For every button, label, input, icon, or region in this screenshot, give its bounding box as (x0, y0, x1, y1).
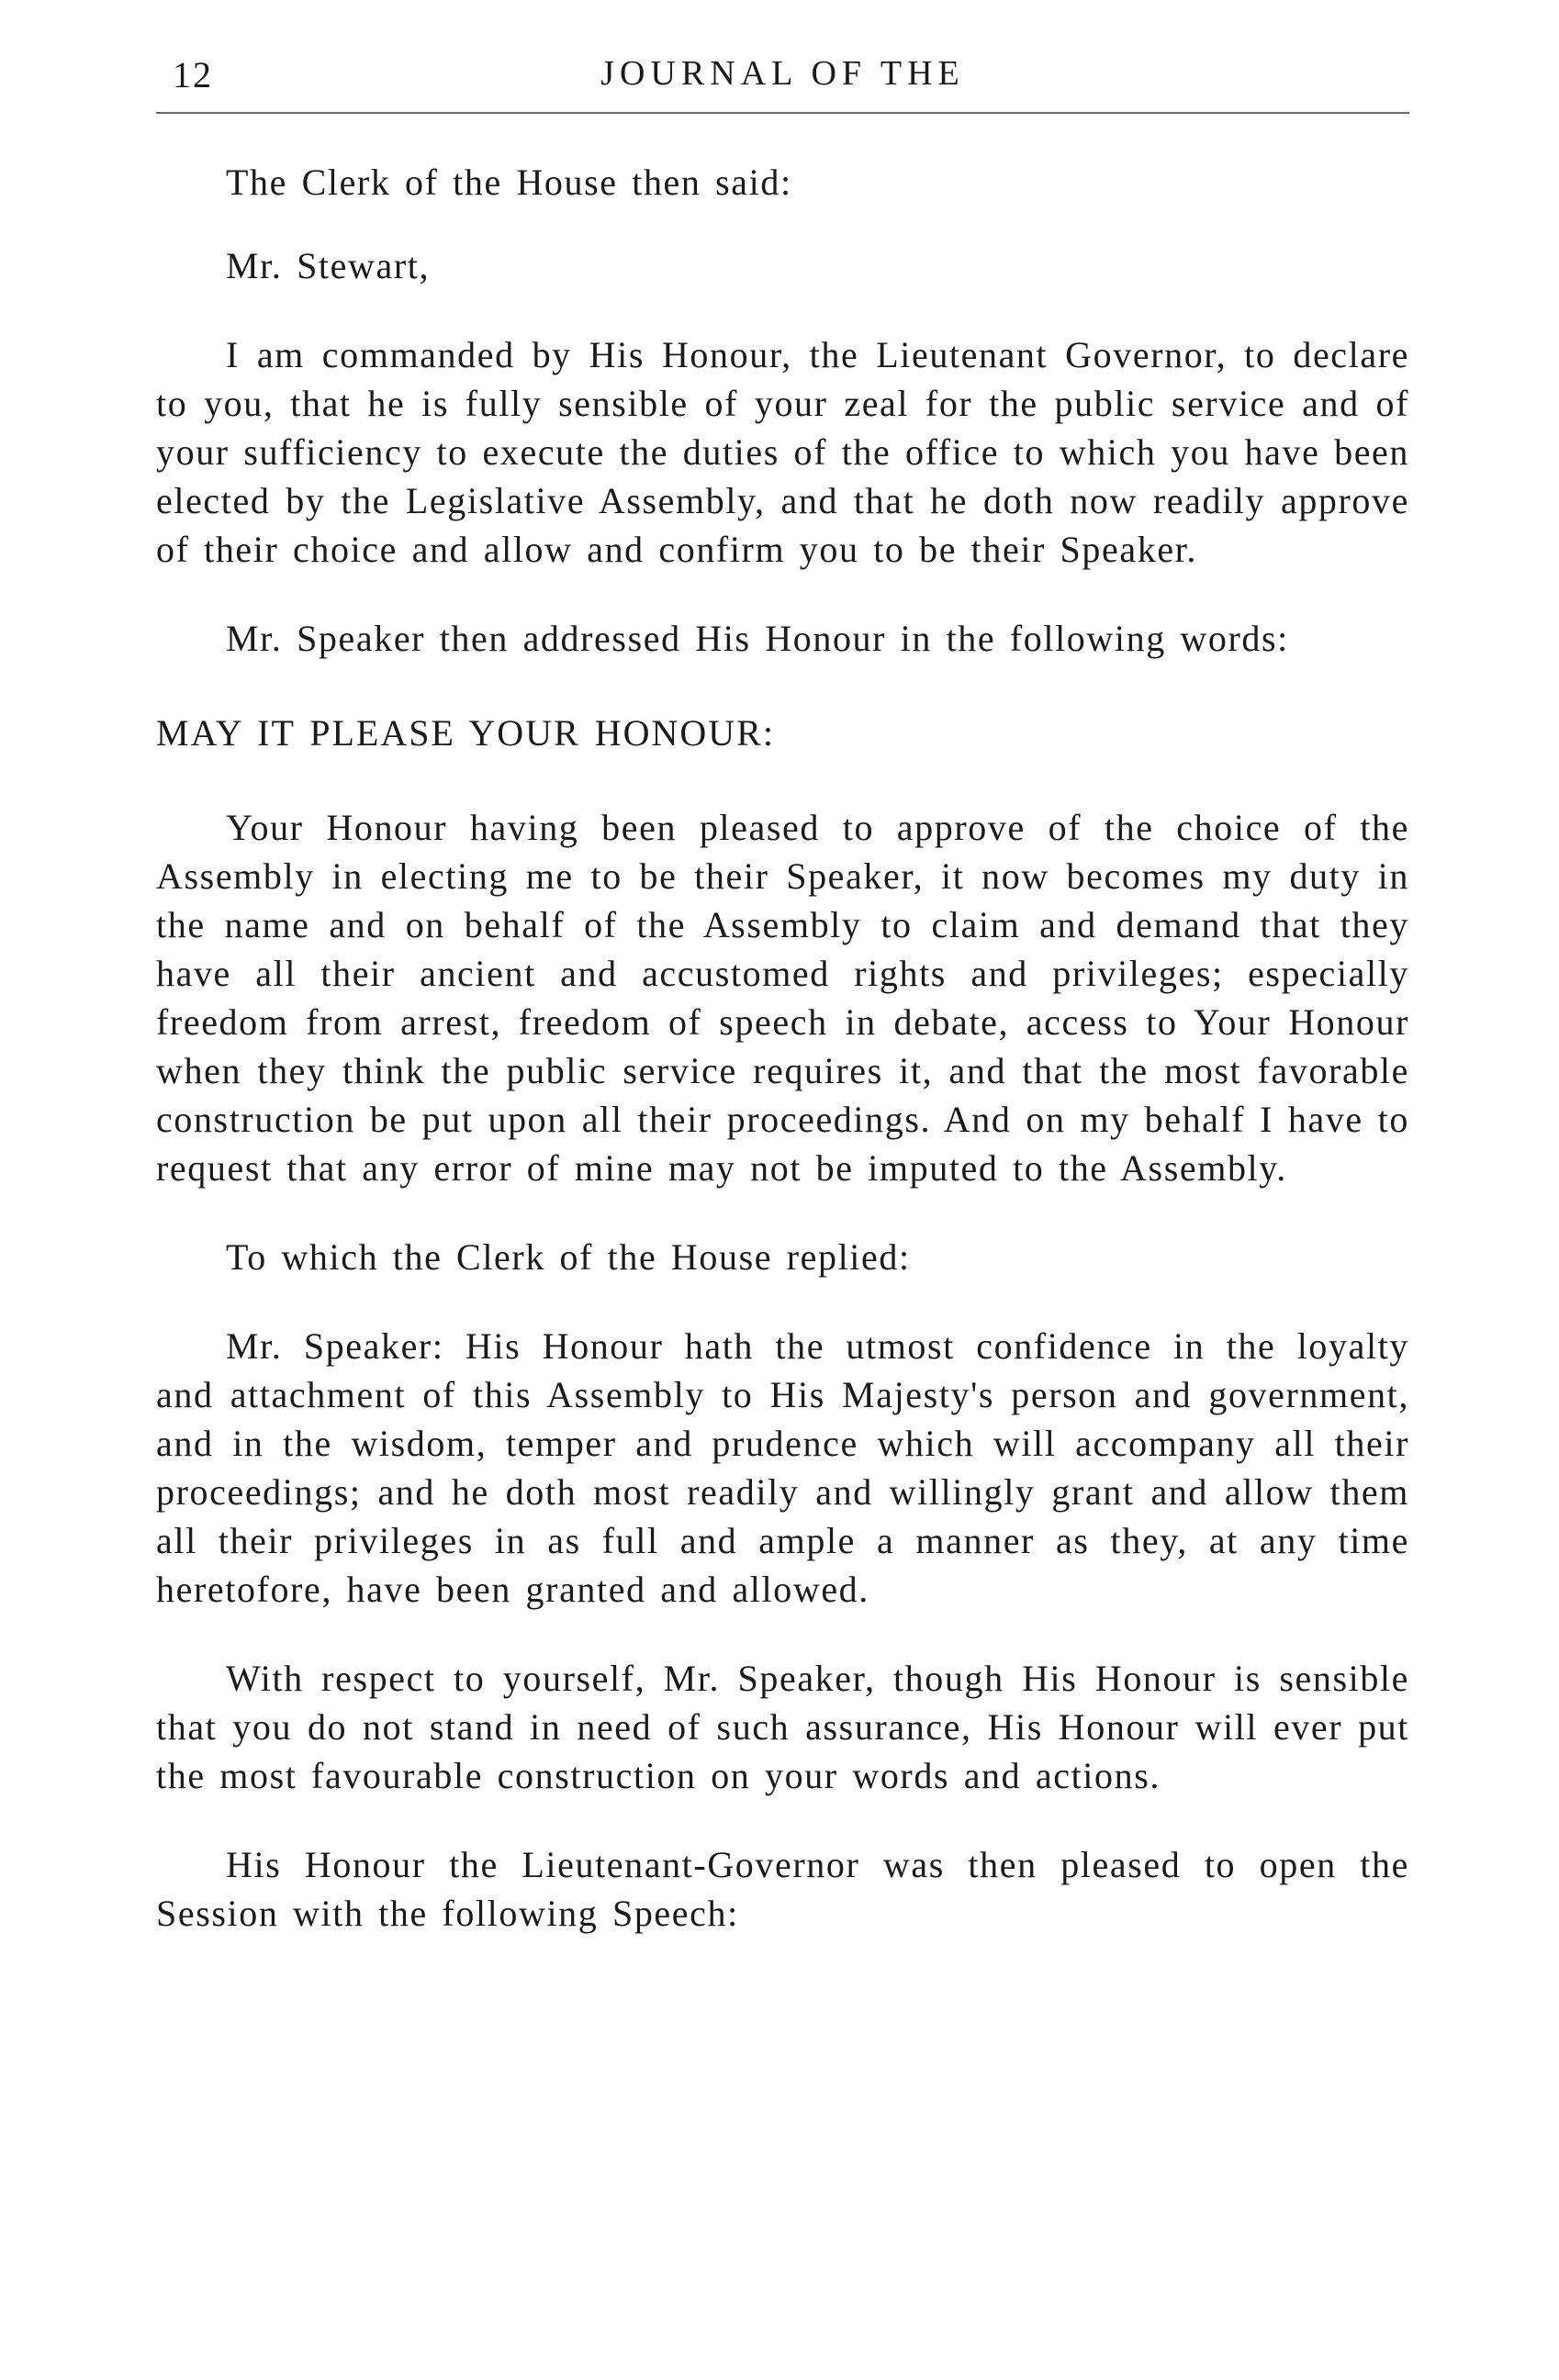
journal-body (156, 158, 1409, 1938)
page-header (156, 53, 1409, 108)
respect-to-speaker-paragraph: With respect to yourself, Mr. Speaker, though His Honour is sensible that you do not stand in need of such assurance, His Honour will ever put the most favourable construction on your words and actions. (156, 1658, 1409, 1796)
clerk-reply-paragraph: Mr. Speaker: His Honour hath the utmost confidence in the loyalty and attachment of this Assembly to His Majesty's person and government, and in the wisdom, temper and prudence which will accompany all their proceedings; and he doth most readily and willingly grant and allow them all their privileges in as full and ample a manner as they, at any time heretofore, have been granted and allowed. (156, 1325, 1409, 1610)
running-head: JOURNAL OF THE (600, 54, 965, 93)
salutation-heading: MAY IT PLEASE YOUR HONOUR: (156, 712, 775, 754)
speaker-addresses-line: Mr. Speaker then addressed His Honour in the following words: (226, 618, 1289, 659)
clerk-said-line: The Clerk of the House then said: (226, 162, 792, 203)
session-opening-paragraph: His Honour the Lieutenant-Governor was then pleased to open the Session with the following Speech: (156, 1844, 1409, 1934)
clerk-replied-line: To which the Clerk of the House replied: (226, 1236, 911, 1278)
address-to-stewart: Mr. Stewart, (226, 245, 431, 286)
speaker-request-paragraph: Your Honour having been pleased to approve of the choice of the Assembly in electing me to be their Speaker, it now becomes my duty in the name and on behalf of the Assembly to claim and demand that they have all their ancient and accustomed rights and privileges; especially freedom from arrest, freedom of speech in debate, access to Your Honour when they think the public service requires it, and that the most favorable construction be put upon all their proceedings. And on my behalf I have to request that any error of mine may not be imputed to the Assembly. (156, 807, 1409, 1189)
header-rule (156, 112, 1409, 114)
page-number: 12 (173, 54, 213, 95)
clerk-declaration-paragraph: I am commanded by His Honour, the Lieutenant Governor, to declare to you, that he is fully sensible of your zeal for the public service and of your sufficiency to execute the duties of the office to which you have been elected by the Legislative Assembly, and that he doth now readily approve of their choice and allow and confirm you to be their Speaker. (156, 334, 1409, 570)
